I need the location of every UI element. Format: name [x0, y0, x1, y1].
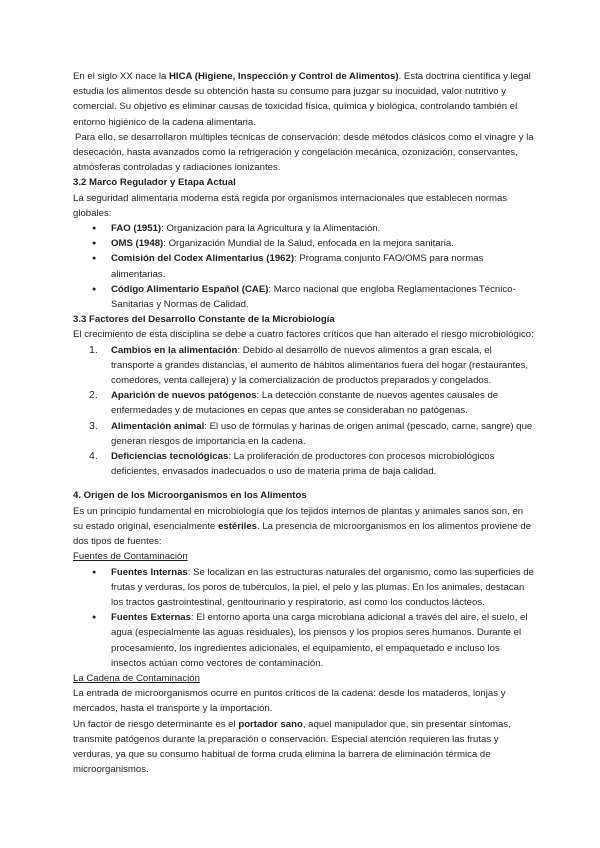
item-number: 1.: [89, 343, 98, 356]
portador-term: portador sano: [238, 718, 303, 730]
list-item: [111, 610, 534, 671]
item-term: Código Alimentario Español (CAE): [111, 283, 269, 295]
item-term: Comisión del Codex Alimentarius (1962): [111, 253, 295, 265]
item-term: Alimentación animal: [111, 420, 205, 432]
portador-text: Un factor de riesgo determinante es el: [73, 718, 239, 730]
cadena-paragraph: La entrada de microorganismos ocurre en puntos críticos de la cadena: desde los mataderos, lonjas y mercados, hasta el transporte y la importación.: [73, 688, 506, 715]
section-heading-origen: 4. Origen de los Microorganismos en los Alimentos: [73, 490, 307, 502]
section-heading-factores: 3.3 Factores del Desarrollo Constante de la Microbiología: [73, 314, 335, 326]
item-term: Fuentes Externas: [111, 612, 191, 624]
item-text: : El uso de fórmulas y harinas de origen animal (pescado, carne, sangre) que generan riesgos de importancia en la cadena.: [111, 420, 533, 447]
item-text: : La detección constante de nuevos agentes causales de enfermedades y de mutaciones en cepas que antes se consideraban no patógenas.: [111, 390, 499, 417]
item-text: : Se localizan en las estructuras naturales del organismo, como las superficies de frutas y verduras, los poros de tubérculos, la piel, el pelo y las plumas. En los animales, destacan los tractos gastrointestinal, genitourinario y respiratorio, así como los conductos lácteos.: [111, 566, 534, 608]
subheading-fuentes: Fuentes de Contaminación: [73, 551, 188, 563]
item-text: : Debido al desarrollo de nuevos alimentos a gran escala, el transporte a grandes distancias, el aumento de hábitos alimentarios fuera del hogar (restaurantes, comedores, venta callejera) y la comercialización de productos preparados y congelados.: [111, 344, 529, 387]
list-item: [89, 343, 534, 389]
item-term: Aparición de nuevos patógenos: [111, 390, 257, 402]
list-item: [111, 565, 534, 611]
conservation-paragraph: Para ello, se desarrollaron múltiples técnicas de conservación: desde métodos clásicos como el vinagre y la desecación, hasta avanzados como la refrigeración y congelación mecánica, ozonización, conservantes, atmósferas controladas y radiaciones ionizantes.: [73, 131, 534, 174]
intro-text-end: . Esta doctrina científica y legal estudia los alimentos desde su obtención hasta su consumo para juzgar su inocuidad, valor nutritivo y comercial. Su objetivo es eliminar causas de toxicidad física, química y biológica, controlando también el entorno higiénico de la cadena alimentaria.: [73, 71, 531, 128]
item-term: Fuentes Internas: [111, 566, 188, 578]
hica-term: HICA (Higiene, Inspección y Control de Alimentos): [169, 71, 399, 82]
subheading-cadena: La Cadena de Contaminación: [73, 672, 200, 684]
item-text: : Marco nacional que engloba Reglamentaciones Técnico-Sanitarias y Normas de Calidad.: [111, 283, 516, 311]
item-term: Cambios en la alimentación: [111, 344, 238, 356]
portador-text-end: , aquel manipulador que, sin presentar síntomas, transmite patógenos durante la preparación o conservación. Especial atención requieren las frutas y verduras, ya que su consumo habitual de forma cruda elimina la barrera de eliminación térmica de microorganismos.: [73, 718, 511, 776]
item-number: 2.: [89, 389, 98, 402]
item-number: 3.: [89, 419, 98, 432]
item-text: : Organización para la Agricultura y la Alimentación.: [161, 223, 381, 235]
intro-text: En el siglo XX nace la: [73, 71, 169, 82]
list-item: [111, 251, 534, 281]
origen-text: Es un principio fundamental en microbiología que los tejidos internos de plantas y animales sanos son, en su estado original, esencialmente: [73, 505, 524, 532]
esteriles-term: estériles: [218, 520, 257, 532]
intro-paragraph: [73, 69, 534, 130]
factors-list: [73, 343, 534, 480]
factores-paragraph: El crecimiento de esta disciplina se debe a cuatro factores críticos que han alterado el riesgo microbiológico:: [73, 329, 534, 341]
list-item: [111, 236, 534, 251]
item-text: : Programa conjunto FAO/OMS para normas alimentarias.: [111, 253, 484, 280]
portador-paragraph: [73, 717, 534, 778]
origen-paragraph: [73, 504, 534, 550]
list-item: [89, 419, 534, 449]
origen-text-end: . La presencia de microorganismos en los alimentos proviene de dos tipos de fuentes:: [73, 520, 532, 548]
list-item: [89, 388, 534, 418]
item-text: : El entorno aporta una carga microbiana adicional a través del aire, el suelo, el agua (especialmente las aguas residuales), los piensos y los propios seres humanos. Durante el procesamiento, los ingredientes adicionales, el equipamiento, el empaquetado e incluso los insectos actúan como vectores de contaminación.: [111, 612, 528, 669]
list-item: [89, 449, 534, 479]
item-term: Deficiencias tecnológicas: [111, 451, 229, 463]
marco-paragraph: La seguridad alimentaria moderna está regida por organismos internacionales que establecen normas globales:: [73, 192, 508, 219]
item-number: 4.: [89, 450, 98, 463]
organism-list: [73, 221, 534, 312]
item-text: : Organización Mundial de la Salud, enfocada en la mejora sanitaria.: [163, 238, 454, 250]
section-spacer: [73, 479, 534, 488]
fuentes-list: [73, 565, 534, 671]
section-heading-marco: 3.2 Marco Regulador y Etapa Actual: [73, 177, 236, 189]
item-text: : La proliferación de productores con procesos microbiológicos deficientes, envasados inadecuados o uso de materia prima de baja calidad.: [111, 451, 495, 478]
item-term: OMS (1948): [111, 238, 164, 250]
item-term: FAO (1951): [111, 223, 162, 235]
list-item: [111, 221, 534, 236]
list-item: [111, 282, 534, 312]
